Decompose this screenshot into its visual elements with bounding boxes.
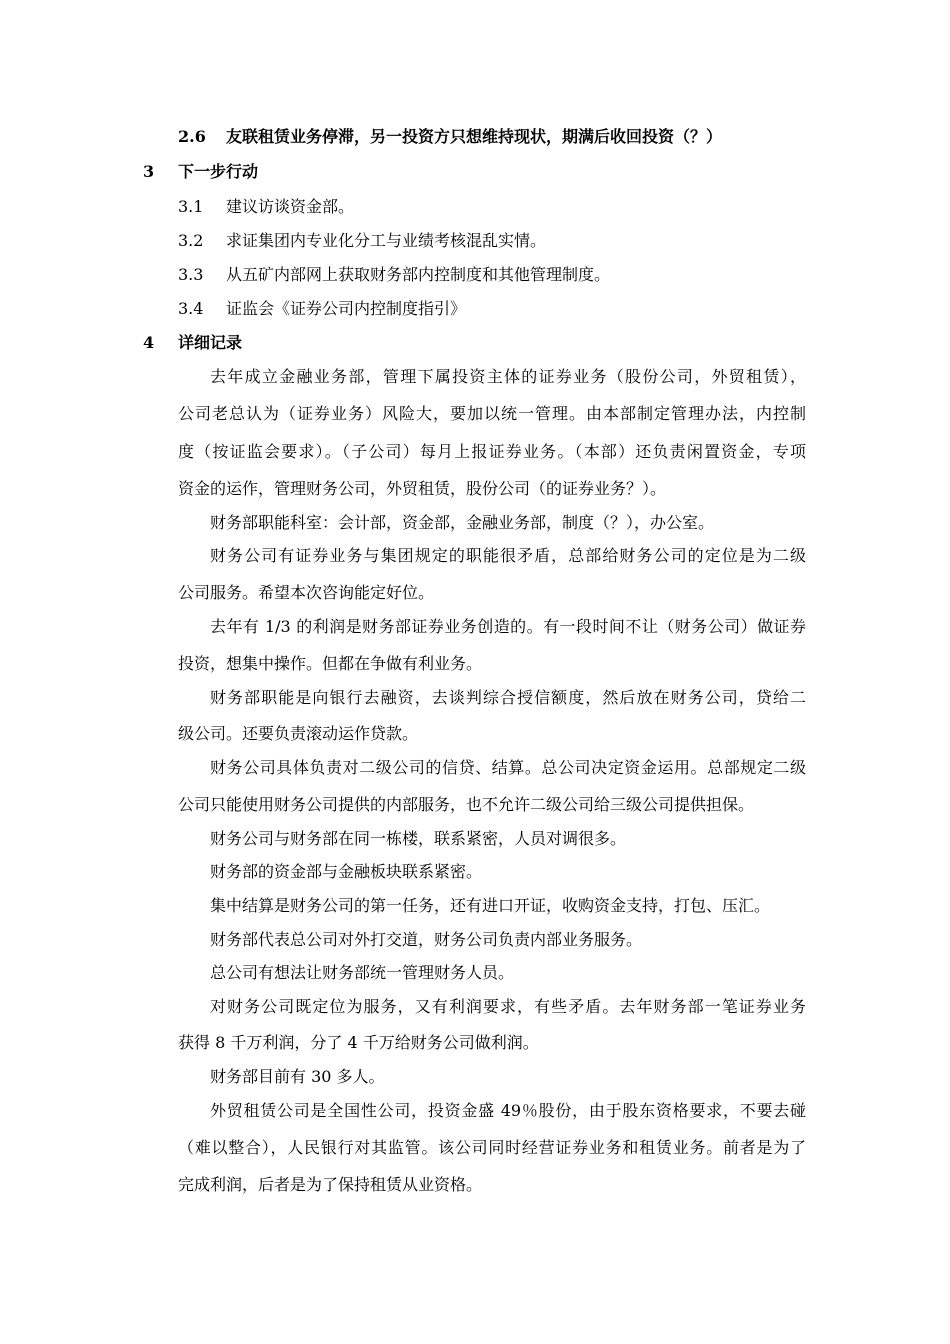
text-line: 对财务公司既定位为服务，又有利润要求，有些矛盾。去年财务部一笔证券业务 bbox=[210, 997, 806, 1016]
item-text: 从五矿内部网上获取财务部内控制度和其他管理制度。 bbox=[226, 265, 611, 284]
text-line: 财务部代表总公司对外打交道，财务公司负责内部业务服务。 bbox=[210, 930, 643, 949]
text-line: 获得 8 千万利润，分了 4 千万给财务公司做利润。 bbox=[178, 1033, 539, 1052]
list-item bbox=[178, 197, 354, 217]
text-line: 总公司有想法让财务部统一管理财务人员。 bbox=[210, 963, 515, 982]
text-line: 财务部目前有 30 多人。 bbox=[210, 1067, 385, 1086]
list-item bbox=[178, 265, 610, 285]
heading-4-title: 详细记录 bbox=[178, 333, 243, 352]
text-line: （难以整合），人民银行对其监管。该公司同时经营证券业务和租赁业务。前者是为了 bbox=[178, 1138, 806, 1157]
item-number: 3.2 bbox=[178, 231, 204, 250]
text-line: 投资，想集中操作。但都在争做有利业务。 bbox=[178, 654, 483, 673]
text-line: 财务公司有证券业务与集团规定的职能很矛盾，总部给财务公司的定位是为二级 bbox=[210, 546, 806, 565]
item-text: 建议访谈资金部。 bbox=[226, 197, 355, 216]
text-line: 度（按证监会要求）。（子公司）每月上报证券业务。（本部）还负责闲置资金，专项 bbox=[178, 442, 806, 461]
heading-4 bbox=[143, 333, 242, 353]
heading-3 bbox=[143, 162, 258, 182]
text-line: 财务公司具体负责对二级公司的信贷、结算。总公司决定资金运用。总部规定二级 bbox=[210, 758, 806, 777]
item-text: 求证集团内专业化分工与业绩考核混乱实情。 bbox=[226, 231, 547, 250]
text-line: 财务公司与财务部在同一栋楼，联系紧密，人员对调很多。 bbox=[210, 829, 627, 848]
text-line: 去年成立金融业务部，管理下属投资主体的证券业务（股份公司，外贸租赁）， bbox=[210, 367, 806, 386]
heading-4-number: 4 bbox=[143, 333, 155, 352]
text-line: 公司服务。希望本次咨询能定好位。 bbox=[178, 583, 435, 602]
text-line: 公司只能使用财务公司提供的内部服务，也不允许二级公司给三级公司提供担保。 bbox=[178, 795, 755, 814]
heading-2-6-number: 2.6 bbox=[178, 127, 206, 146]
item-number: 3.1 bbox=[178, 197, 204, 216]
text-line: 外贸租赁公司是全国性公司，投资金盛 49％股份，由于股东资格要求，不要去碰 bbox=[210, 1101, 806, 1120]
item-number: 3.3 bbox=[178, 265, 204, 284]
list-item bbox=[178, 231, 546, 251]
text-line: 财务部的资金部与金融板块联系紧密。 bbox=[210, 862, 483, 881]
text-line: 完成利润，后者是为了保持租赁从业资格。 bbox=[178, 1175, 483, 1194]
text-line: 财务部职能是向银行去融资，去谈判综合授信额度，然后放在财务公司，贷给二 bbox=[210, 688, 806, 707]
heading-3-number: 3 bbox=[143, 162, 155, 181]
heading-2-6 bbox=[178, 127, 722, 147]
item-number: 3.4 bbox=[178, 299, 204, 318]
text-line: 去年有 1/3 的利润是财务部证券业务创造的。有一段时间不让（财务公司）做证券 bbox=[210, 617, 806, 636]
heading-3-title: 下一步行动 bbox=[178, 162, 259, 181]
heading-2-6-title: 友联租赁业务停滞，另一投资方只想维持现状，期满后收回投资（？） bbox=[226, 127, 723, 146]
list-item bbox=[178, 299, 466, 319]
item-text: 证监会《证券公司内控制度指引》 bbox=[226, 299, 467, 318]
text-line: 级公司。还要负责滚动运作贷款。 bbox=[178, 724, 419, 743]
text-line: 公司老总认为（证券业务）风险大，要加以统一管理。由本部制定管理办法，内控制 bbox=[178, 404, 806, 423]
text-line: 资金的运作，管理财务公司，外贸租赁，股份公司（的证券业务？）。 bbox=[178, 479, 667, 498]
text-line: 财务部职能科室：会计部，资金部，金融业务部，制度（？），办公室。 bbox=[210, 513, 715, 532]
text-line: 集中结算是财务公司的第一任务，还有进口开证，收购资金支持，打包、压汇。 bbox=[210, 896, 771, 915]
